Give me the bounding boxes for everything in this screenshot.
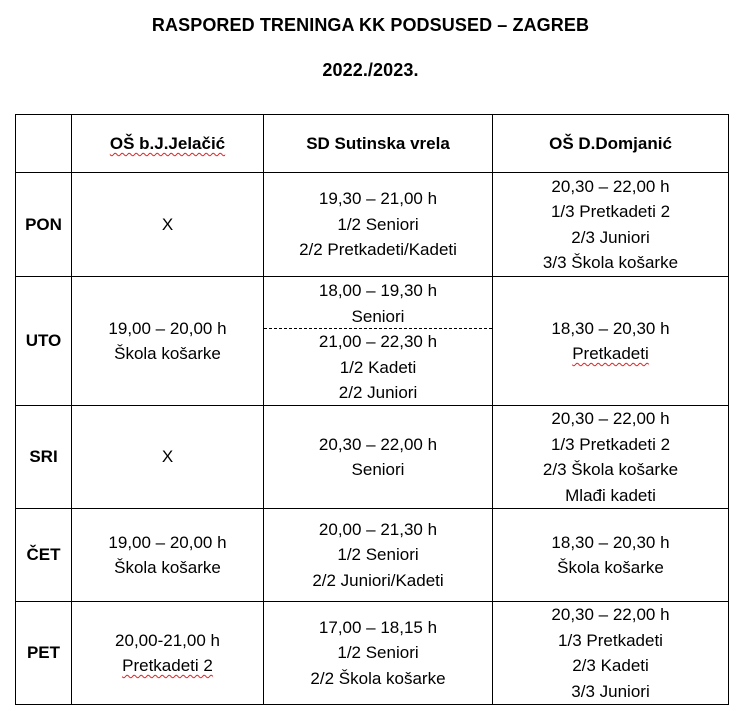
cell-line: 20,30 – 22,00 h <box>551 176 670 196</box>
venue-name: SD Sutinska vrela <box>306 133 450 153</box>
schedule-cell <box>72 277 264 406</box>
cell-line: 17,00 – 18,15 h <box>318 617 438 637</box>
cell-line: 18,30 – 20,30 h <box>551 532 670 552</box>
venue-header-jelacic <box>72 115 264 173</box>
cell-line: 20,00-21,00 h <box>115 630 220 650</box>
cell-line: X <box>161 214 174 234</box>
cell-line: Seniori <box>351 460 405 479</box>
schedule-cell <box>493 277 729 406</box>
schedule-cell <box>72 173 264 277</box>
day-cell: PET <box>16 602 72 705</box>
cell-line: 1/3 Pretkadeti 2 <box>550 202 671 221</box>
corner-cell <box>16 115 72 173</box>
cell-line: 20,00 – 21,30 h <box>318 519 438 539</box>
day-cell: ČET <box>16 509 72 602</box>
venue-name: OŠ b.J.Jelačić <box>109 133 226 153</box>
cell-line: Škola košarke <box>557 558 664 577</box>
schedule-cell <box>72 406 264 509</box>
training-schedule-table <box>15 114 729 705</box>
cell-line: 20,30 – 22,00 h <box>551 409 670 428</box>
cell-line: 1/3 Pretkadeti 2 <box>550 434 671 454</box>
session-block-early <box>264 277 492 329</box>
cell-line: 18,30 – 20,30 h <box>551 318 670 338</box>
schedule-cell <box>264 173 493 277</box>
cell-line: Pretkadeti <box>572 344 649 363</box>
table-row-cet <box>16 509 729 602</box>
cell-line: 1/2 Seniori <box>337 214 419 234</box>
season-label: 2022./2023. <box>322 60 419 80</box>
cell-line: 2/3 Kadeti <box>572 656 649 675</box>
table-row-sri <box>16 406 729 509</box>
table-row-pet <box>16 602 729 705</box>
schedule-cell <box>493 602 729 705</box>
cell-line: 19,00 – 20,00 h <box>108 318 227 338</box>
schedule-cell-split <box>264 277 493 406</box>
cell-line: 18,00 – 19,30 h <box>318 281 438 300</box>
day-cell: SRI <box>16 406 72 509</box>
venue-header-domjanic <box>493 115 729 173</box>
schedule-cell <box>493 509 729 602</box>
table-row-uto <box>16 277 729 406</box>
schedule-cell <box>72 509 264 602</box>
cell-line: X <box>161 447 174 467</box>
cell-line: 2/2 Pretkadeti/Kadeti <box>299 240 457 260</box>
cell-line: 1/2 Seniori <box>337 643 419 663</box>
schedule-title: RASPORED TRENINGA KK PODSUSED – ZAGREB <box>151 15 590 35</box>
cell-line: 1/3 Pretkadeti <box>558 630 663 650</box>
day-cell: PON <box>16 173 72 277</box>
cell-line: 20,30 – 22,00 h <box>551 605 670 624</box>
cell-line: Škola košarke <box>114 344 221 363</box>
cell-line: Škola košarke <box>114 558 221 577</box>
day-cell: UTO <box>16 277 72 406</box>
cell-line: Pretkadeti 2 <box>122 656 213 675</box>
cell-line: 20,30 – 22,00 h <box>318 434 438 454</box>
cell-line: 3/3 Juniori <box>571 681 650 701</box>
header-row <box>16 115 729 173</box>
session-block-late <box>264 329 492 406</box>
cell-line: Seniori <box>351 306 405 326</box>
cell-line: 2/2 Juniori <box>338 383 418 402</box>
cell-line: Mlađi kadeti <box>565 485 656 505</box>
cell-line: 1/2 Kadeti <box>339 357 417 377</box>
schedule-cell <box>72 602 264 705</box>
cell-line: 2/2 Juniori/Kadeti <box>312 570 444 590</box>
cell-line: 3/3 Škola košarke <box>542 253 679 272</box>
schedule-cell <box>264 406 493 509</box>
cell-line: 19,30 – 21,00 h <box>318 189 438 209</box>
venue-name: OŠ D.Domjanić <box>549 133 672 153</box>
schedule-cell <box>493 173 729 277</box>
cell-line: 2/3 Škola košarke <box>542 460 679 479</box>
schedule-cell <box>264 509 493 602</box>
cell-line: 21,00 – 22,30 h <box>318 332 438 351</box>
schedule-cell <box>264 602 493 705</box>
table-row-pon <box>16 173 729 277</box>
cell-line: 2/3 Juniori <box>571 227 650 247</box>
cell-line: 1/2 Seniori <box>337 545 419 565</box>
cell-line: 19,00 – 20,00 h <box>108 532 227 552</box>
schedule-cell <box>493 406 729 509</box>
venue-header-sutinska <box>264 115 493 173</box>
cell-line: 2/2 Škola košarke <box>310 668 446 688</box>
